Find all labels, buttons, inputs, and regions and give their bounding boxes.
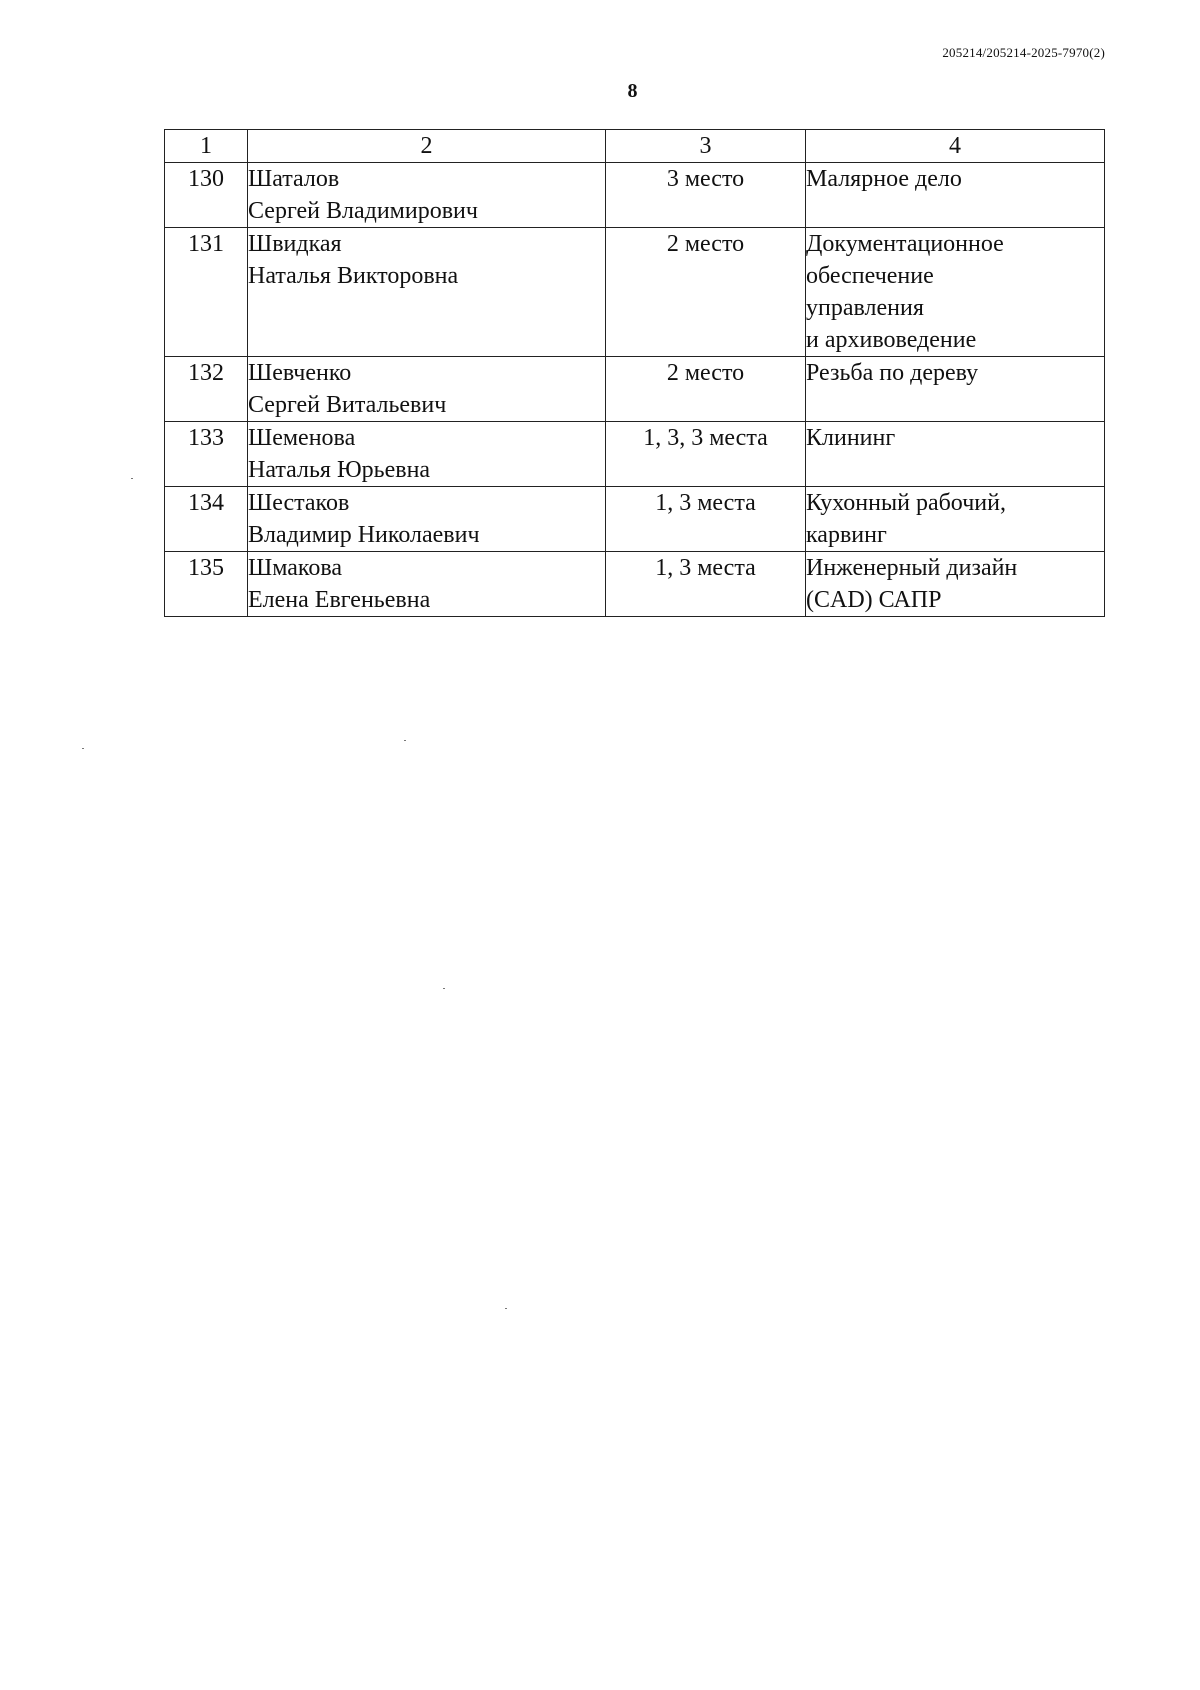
scan-speck	[443, 988, 445, 989]
row-number: 134	[165, 487, 248, 552]
given-names: Наталья Юрьевна	[248, 457, 431, 483]
place: 2 место	[606, 228, 806, 357]
scan-speck	[505, 1308, 507, 1309]
competency-line: Кухонный рабочий,	[806, 490, 1006, 516]
competency-line: управления	[806, 295, 924, 321]
given-names: Сергей Владимирович	[248, 198, 478, 224]
participant-name	[248, 552, 606, 617]
competency-line: обеспечение	[806, 263, 934, 289]
given-names: Наталья Викторовна	[248, 263, 459, 289]
surname: Шестаков	[248, 490, 350, 516]
given-names: Сергей Витальевич	[248, 392, 447, 418]
competency	[806, 357, 1105, 422]
competency	[806, 552, 1105, 617]
table-row	[165, 552, 1105, 617]
table-row	[165, 163, 1105, 228]
scan-speck	[82, 748, 84, 749]
table-row	[165, 422, 1105, 487]
table-row	[165, 487, 1105, 552]
place: 1, 3 места	[606, 552, 806, 617]
competency-line: Инженерный дизайн	[806, 555, 1018, 581]
competency	[806, 228, 1105, 357]
document-id: 205214/205214-2025-7970(2)	[942, 45, 1105, 60]
row-number: 130	[165, 163, 248, 228]
competency-line: Клининг	[806, 425, 896, 451]
participant-name	[248, 422, 606, 487]
surname: Шаталов	[248, 166, 340, 192]
surname: Шмакова	[248, 555, 342, 581]
place: 3 место	[606, 163, 806, 228]
competency-line: Резьба по дереву	[806, 360, 979, 386]
column-header-4: 4	[806, 130, 1105, 163]
competency	[806, 163, 1105, 228]
competency-line: Документационное	[806, 231, 1004, 257]
place: 1, 3 места	[606, 487, 806, 552]
competency-line: карвинг	[806, 522, 887, 548]
scan-speck	[404, 740, 406, 741]
place: 1, 3, 3 места	[606, 422, 806, 487]
surname: Шевченко	[248, 360, 352, 386]
surname: Швидкая	[248, 231, 342, 257]
row-number: 133	[165, 422, 248, 487]
row-number: 135	[165, 552, 248, 617]
competency	[806, 487, 1105, 552]
table-row	[165, 357, 1105, 422]
competency-line: и архивоведение	[806, 327, 977, 353]
place: 2 место	[606, 357, 806, 422]
column-header-3: 3	[606, 130, 806, 163]
row-number: 132	[165, 357, 248, 422]
table-header-row	[165, 130, 1105, 163]
table-row	[165, 228, 1105, 357]
surname: Шеменова	[248, 425, 356, 451]
column-header-2: 2	[248, 130, 606, 163]
results-table	[164, 129, 1105, 617]
competency-line: Малярное дело	[806, 166, 962, 192]
given-names: Елена Евгеньевна	[248, 587, 431, 613]
participant-name	[248, 357, 606, 422]
row-number: 131	[165, 228, 248, 357]
competency	[806, 422, 1105, 487]
column-header-1: 1	[165, 130, 248, 163]
participant-name	[248, 163, 606, 228]
participant-name	[248, 228, 606, 357]
given-names: Владимир Николаевич	[248, 522, 480, 548]
page-number: 8	[627, 80, 638, 102]
participant-name	[248, 487, 606, 552]
scan-speck	[131, 478, 133, 479]
competency-line: (CAD) САПР	[806, 587, 942, 613]
